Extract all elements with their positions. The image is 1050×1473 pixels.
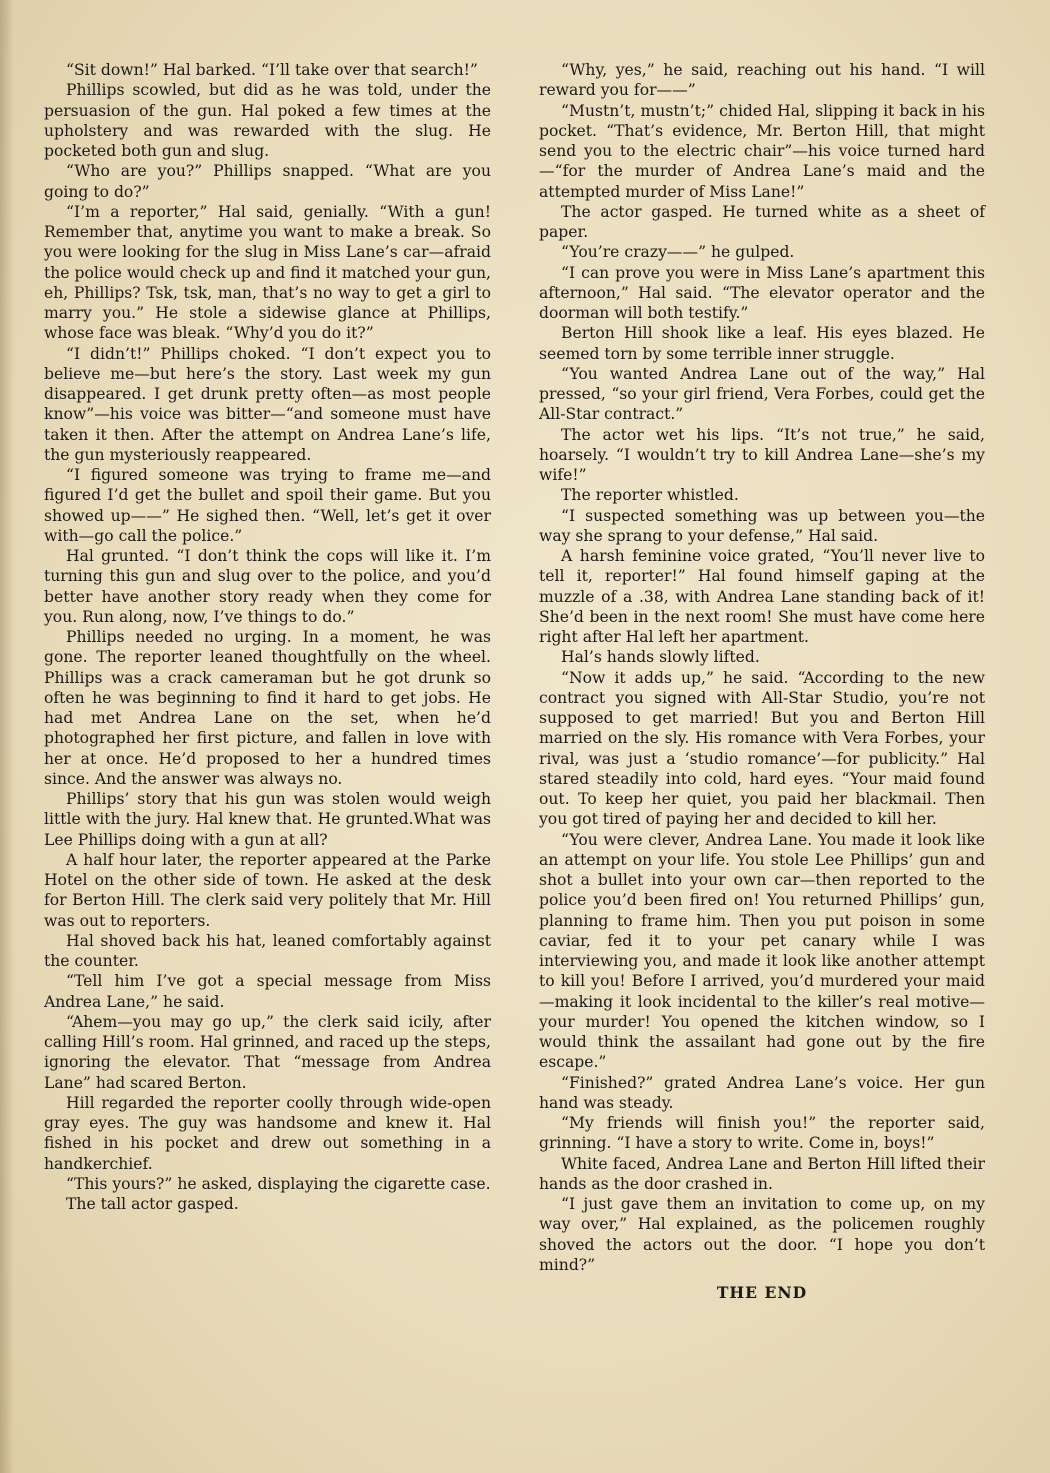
paragraph: “I can prove you were in Miss Lane’s apartment this afternoon,” Hal said. “The elevator operator and the doorman will both testify.” <box>539 263 985 322</box>
paragraph: “Mustn’t, mustn’t;” chided Hal, slipping it back in his pocket. “That’s evidence, Mr. Berton Hill, that might send you to the electric chair”—his voice turned hard—“for the murder of Andrea Lane’s maid and the attempted murder of Miss Lane!” <box>539 101 985 201</box>
paragraph: The actor wet his lips. “It’s not true,” he said, hoarsely. “I wouldn’t try to kill Andrea Lane—she’s my wife!” <box>539 425 985 484</box>
paragraph: “I’m a reporter,” Hal said, genially. “With a gun! Remember that, anytime you want to make a break. So you were looking for the slug in Miss Lane’s car—afraid the police would check up and find it matched your gun, eh, Phillips? Tsk, tsk, man, that’s no way to get a girl to marry you.” He stole a sidewise glance at Phillips, whose face was bleak. “Why’d you do it?” <box>44 202 491 343</box>
paragraph: Hal shoved back his hat, leaned comfortably against the counter. <box>44 931 491 970</box>
paragraph: “You were clever, Andrea Lane. You made it look like an attempt on your life. You stole Lee Phillips’ gun and shot a bullet into your own car—then reported to the police you’d been fired on! You returned Phillips’ gun, planning to frame him. Then you put poison in some caviar, fed it to your pet canary while I was interviewing you, and made it look like another attempt to kill you! Before I arrived, you’d murdered your maid—making it look incidental to the killer’s real motive—your murder! You opened the kitchen window, so I would think the assailant had gone out by the fire escape.” <box>539 830 985 1072</box>
paragraph: “Tell him I’ve got a special message from Miss Andrea Lane,” he said. <box>44 972 491 1011</box>
paragraph: “I figured someone was trying to frame me—and figured I’d get the bullet and spoil their game. But you showed up——” He sighed then. “Well, let’s get it over with—go call the police.” <box>44 466 491 545</box>
paragraph: “I suspected something was up between you—the way she sprang to your defense,” Hal said. <box>539 506 985 545</box>
story-end-mark: THE END <box>716 1283 808 1302</box>
paragraph: “Finished?” grated Andrea Lane’s voice. Her gun hand was steady. <box>539 1073 985 1112</box>
paragraph: “Who are you?” Phillips snapped. “What are you going to do?” <box>44 162 491 201</box>
paragraph: “My friends will finish you!” the reporter said, grinning. “I have a story to write. Come in, boys!” <box>539 1114 985 1153</box>
paragraph: Phillips needed no urging. In a moment, he was gone. The reporter leaned thoughtfully on the wheel. Phillips was a crack cameraman but he got drunk so often he was beginning to find it hard to get jobs. He had met Andrea Lane on the set, when he’d photographed her first picture, and fallen in love with her at once. He’d proposed to her a hundred times since. And the answer was always no. <box>44 628 491 788</box>
paragraph: Phillips’ story that his gun was stolen would weigh little with the jury. Hal knew that. He grunted.What was Lee Phillips doing with a gun at all? <box>44 790 491 849</box>
paragraph: Hal grunted. “I don’t think the cops will like it. I’m turning this gun and slug over to the police, and you’d better have another story ready when they come for you. Run along, now, I’ve things to do.” <box>44 547 491 626</box>
paragraph: Berton Hill shook like a leaf. His eyes blazed. He seemed torn by some terrible inner struggle. <box>539 324 985 363</box>
paragraph: “Now it adds up,” he said. “According to the new contract you signed with All-Star Studio, you’re not supposed to get married! But you and Berton Hill married on the sly. His romance with Vera Forbes, your rival, was just a ‘studio romance’—for publicity.” Hal stared steadily into cold, hard eyes. “Your maid found out. To keep her quiet, you paid her blackmail. Then you got tired of paying her and decided to kill her. <box>539 668 985 829</box>
paragraph: “I just gave them an invitation to come up, on my way over,” Hal explained, as the policemen roughly shoved the actors out the door. “I hope you don’t mind?” <box>539 1195 985 1274</box>
paragraph: “You’re crazy——” he gulped. <box>561 243 795 262</box>
left-text-column <box>44 60 491 1214</box>
paragraph: “You wanted Andrea Lane out of the way,” Hal pressed, “so your girl friend, Vera Forbes, could get the All-Star contract.” <box>539 364 985 424</box>
paragraph: Hill regarded the reporter coolly through wide-open gray eyes. The guy was handsome and knew it. Hal fished in his pocket and drew out something in a handkerchief. <box>44 1093 491 1173</box>
paragraph: “I didn’t!” Phillips choked. “I don’t expect you to believe me—but here’s the story. Last week my gun disappeared. I get drunk pretty often—as most people know”—his voice was bitter—“and someone must have taken it then. After the attempt on Andrea Lane’s life, the gun mysteriously reappeared. <box>44 344 491 464</box>
right-text-column <box>539 60 985 1303</box>
paragraph: “Ahem—you may go up,” the clerk said icily, after calling Hill’s room. Hal grinned, and raced up the steps, ignoring the elevator. That “message from Andrea Lane” had scared Berton. <box>44 1012 491 1092</box>
page-edge-shadow <box>0 0 14 1473</box>
paragraph: “This yours?” he asked, displaying the cigarette case. <box>66 1174 491 1193</box>
paragraph: White faced, Andrea Lane and Berton Hill lifted their hands as the door crashed in. <box>539 1154 985 1193</box>
paragraph: “Why, yes,” he said, reaching out his hand. “I will reward you for——” <box>539 61 985 100</box>
paragraph: A harsh feminine voice grated, “You’ll never live to tell it, reporter!” Hal found himself gaping at the muzzle of a .38, with Andrea Lane standing back of it! She’d been in the next room! She must have come here right after Hal left her apartment. <box>539 547 985 646</box>
paragraph: The reporter whistled. <box>561 486 739 505</box>
paragraph: A half hour later, the reporter appeared at the Parke Hotel on the other side of town. He asked at the desk for Berton Hill. The clerk said very politely that Mr. Hill was out to reporters. <box>44 850 491 930</box>
paragraph: The actor gasped. He turned white as a sheet of paper. <box>539 202 985 241</box>
paragraph: Phillips scowled, but did as he was told, under the persuasion of the gun. Hal poked a few times at the upholstery and was rewarded with the slug. He pocketed both gun and slug. <box>44 81 491 160</box>
paragraph: The tall actor gasped. <box>66 1195 239 1213</box>
paragraph: Hal’s hands slowly lifted. <box>561 648 760 667</box>
paragraph: “Sit down!” Hal barked. “I’ll take over that search!” <box>66 61 478 79</box>
